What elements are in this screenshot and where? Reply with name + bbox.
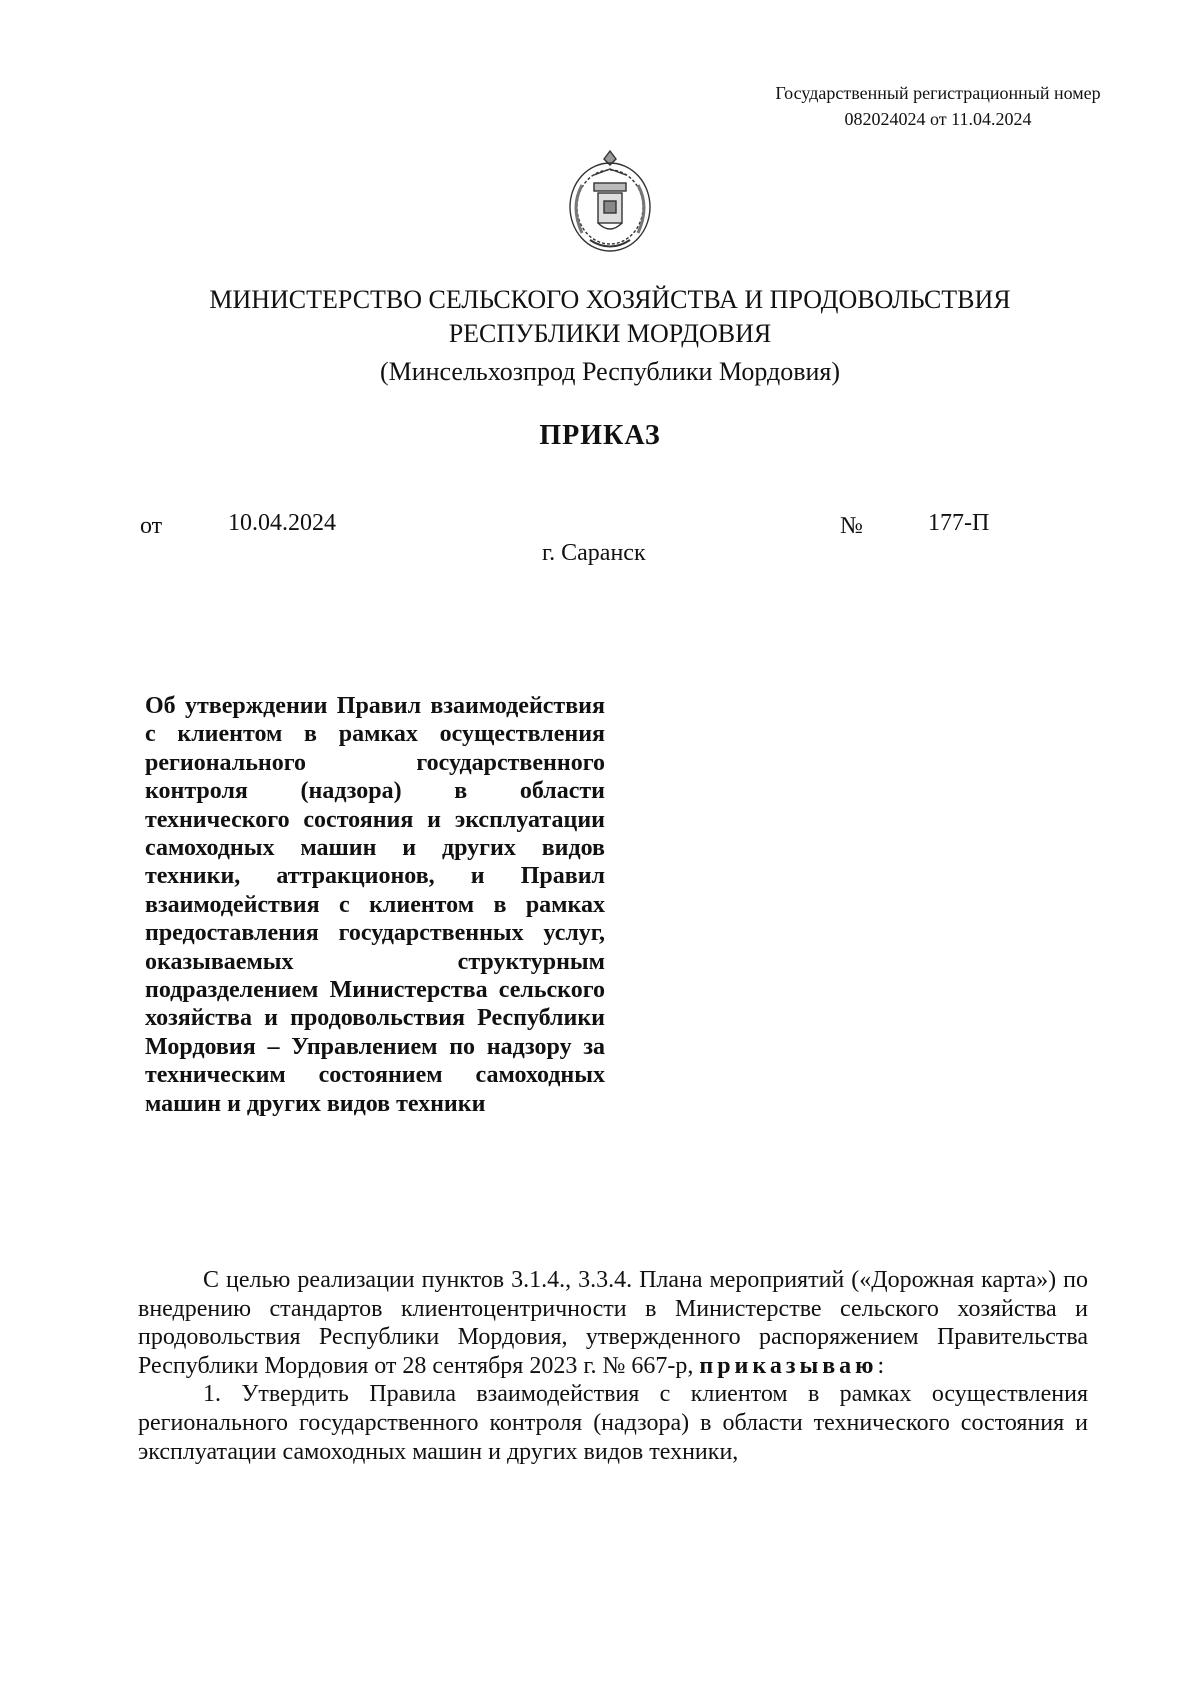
ministry-header <box>120 283 1100 389</box>
body-paragraph-item1: 1. Утвердить Правила взаимодействия с клиентом в рамках осуществления регионального государственного контроля (надзора) в области технического состояния и эксплуатации самоходных машин и других видов техники, <box>138 1381 1088 1465</box>
ministry-name-line2: РЕСПУБЛИКИ МОРДОВИЯ <box>448 319 772 348</box>
body-paragraph-intro <box>138 1266 1088 1380</box>
order-word: приказываю <box>699 1352 878 1379</box>
date-label: от <box>140 513 163 539</box>
document-body <box>138 1266 1088 1466</box>
document-city: г. Саранск <box>542 540 646 566</box>
ministry-short-name: (Минсельхозпрод Республики Мордовия) <box>379 357 841 386</box>
ministry-name-line1: МИНИСТЕРСТВО СЕЛЬСКОГО ХОЗЯЙСТВА И ПРОДОВОЛЬСТВИЯ <box>209 285 1011 314</box>
registration-number: 082024024 от 11.04.2024 <box>844 109 1032 129</box>
document-date: 10.04.2024 <box>228 510 336 536</box>
order-colon: : <box>877 1352 885 1379</box>
coat-of-arms-icon <box>560 145 660 260</box>
document-subject: Об утверждении Правил взаимодействия с клиентом в рамках осуществления регионального государственного контроля (надзора) в области технического состояния и эксплуатации самоходных машин и других видов техники, аттракционов, и Правил взаимодействия с клиентом в рамках предоставления государственных услуг, оказываемых структурным подразделением Министерства сельского хозяйства и продовольствия Республики Мордовия – Управлением по надзору за техническим состоянием самоходных машин и других видов техники <box>145 693 605 1117</box>
document-type: ПРИКАЗ <box>539 420 661 451</box>
intro-text: С целью реализации пунктов 3.1.4., 3.3.4. Плана мероприятий («Дорожная карта») по внедрению стандартов клиентоцентричности в Министерстве сельского хозяйства и продовольствия Республики Мордовия, утвержденного распоряжением Правительства Республики Мордовия от 28 сентября 2023 г. № 667-р, <box>138 1267 1088 1379</box>
registration-number-block <box>728 80 1148 132</box>
number-label: № <box>840 513 863 539</box>
document-number: 177-П <box>928 510 990 536</box>
registration-label: Государственный регистрационный номер <box>775 83 1101 103</box>
